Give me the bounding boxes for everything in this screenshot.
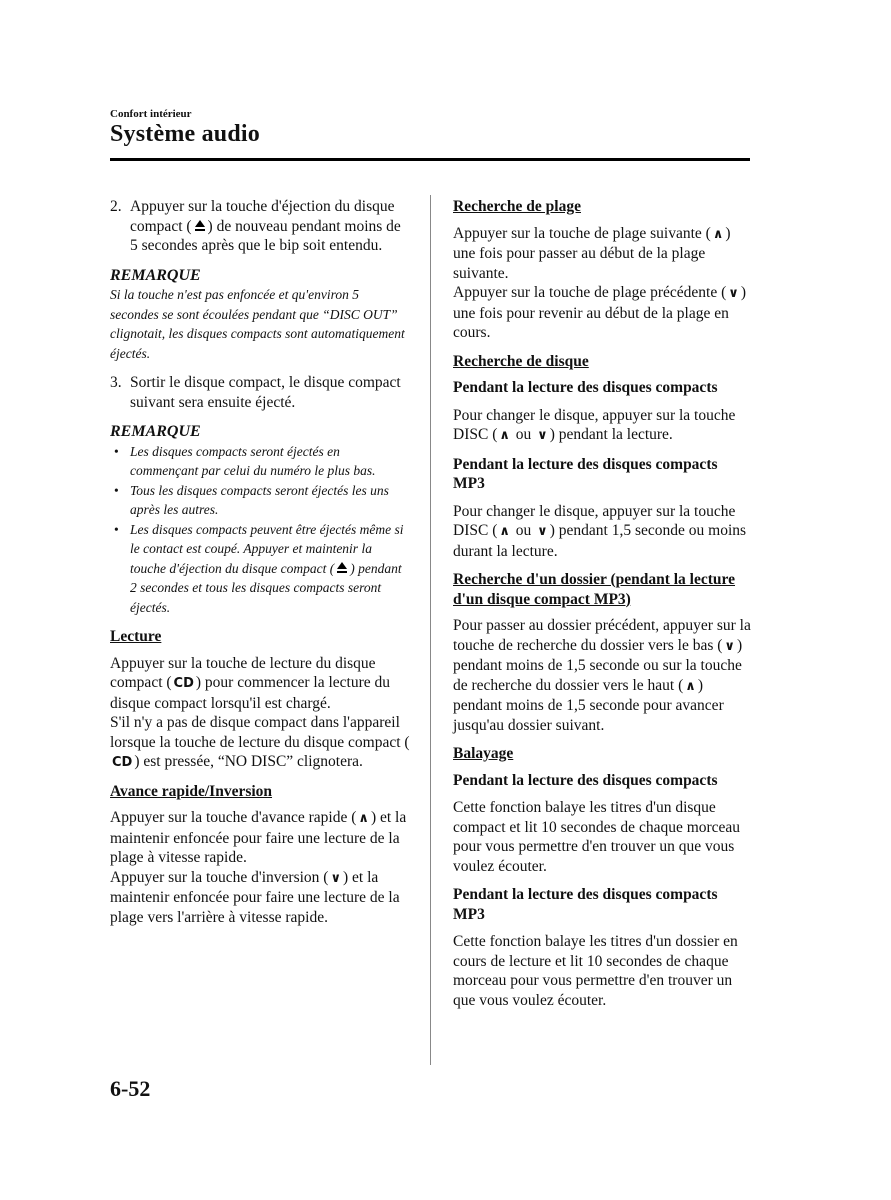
chevron-down-icon: ∨: [728, 286, 739, 301]
paragraph: Appuyer sur la touche de plage suivante ( ∧ ) une fois pour passer au début de la plage suivante.: [453, 224, 731, 282]
note-title: REMARQUE: [110, 423, 201, 440]
page-number: 6-52: [110, 1076, 151, 1101]
paragraph: Pour passer au dossier précédent, appuyer sur la touche de recherche du dossier vers le bas ( ∨ ) pendant moins de 1,5 seconde ou sur la touche de recherche du dossier vers le haut ( ∧ ) pendant moins de 1,5 seconde pour avancer jusqu'au dossier suivant.: [453, 617, 751, 734]
chevron-up-icon: ∧: [358, 811, 369, 826]
paragraph: Appuyer sur la touche de plage précédente ( ∨ ) une fois pour revenir au début de la plage en cours.: [453, 284, 747, 341]
note-item-text: ) pendant 2 secondes et tous les disques compacts seront éjectés.: [130, 560, 402, 615]
section-heading-lecture: Lecture: [110, 628, 162, 645]
section-heading-balayage: Balayage: [453, 745, 514, 762]
paragraph: Appuyer sur la touche d'inversion ( ∨ ) et la maintenir enfoncée pour faire une lecture de la plage vers l'arrière à vitesse rapide.: [110, 868, 400, 926]
paragraph: S'il n'y a pas de disque compact dans l'appareil lorsque la touche de lecture du disque compact (CD ) est pressée, “NO DISC” clignotera.: [110, 713, 410, 773]
chevron-down-icon: ∨: [724, 638, 735, 654]
paragraph: Pour changer le disque, appuyer sur la touche DISC ( ∧ ou ∨ ) pendant 1,5 seconde ou moins durant la lecture.: [453, 502, 747, 560]
list-item: [110, 481, 410, 520]
note-text: Si la touche n'est pas enfoncée et qu'environ 5 secondes se sont écoulées pendant que “DISC OUT” clignotait, les disques compacts sont automatiquement éjectés.: [110, 287, 405, 361]
eject-icon: [194, 220, 206, 232]
subheading: Pendant la lecture des disques compacts MP3: [453, 455, 718, 492]
section-heading-plage: Recherche de plage: [453, 198, 581, 215]
cd-icon: CD: [112, 755, 133, 770]
bullet: •: [114, 521, 119, 537]
paragraph: Pour changer le disque, appuyer sur la touche DISC ( ∧ ou ∨ ) pendant la lecture.: [453, 406, 753, 446]
subheading: Pendant la lecture des disques compacts: [453, 771, 718, 789]
subheading: Pendant la lecture des disques compacts MP3: [453, 886, 718, 923]
bullet: •: [114, 443, 119, 459]
step-2: [110, 197, 410, 256]
note-item-text: Les disques compacts seront éjectés en commençant par celui du numéro le plus bas.: [130, 443, 376, 478]
step-3: [110, 373, 410, 412]
note-list: [110, 442, 410, 618]
step-text: ) de nouveau pendant moins de 5 secondes après que le bip soit entendu.: [130, 217, 401, 254]
step-number: 3.: [110, 374, 122, 391]
page-title: Système audio: [110, 121, 260, 147]
chevron-down-icon: ∨: [537, 524, 548, 539]
chevron-down-icon: ∨: [330, 870, 342, 886]
section-heading-disque: Recherche de disque: [453, 352, 589, 370]
list-item: [110, 520, 410, 618]
chevron-up-icon: ∧: [499, 524, 510, 539]
chevron-up-icon: ∧: [712, 226, 724, 242]
paragraph: Cette fonction balaye les titres d'un disque compact et lit 10 secondes de chaque morceau pour vous permettre d'en trouver un que vous voulez écouter.: [453, 799, 741, 875]
step-text: Sortir le disque compact, le disque compact suivant sera ensuite éjecté.: [130, 374, 401, 411]
step-text: Appuyer sur la touche d'éjection du disque compact (: [130, 198, 395, 235]
step-number: 2.: [110, 198, 122, 215]
note-item-text: Tous les disques compacts seront éjectés les uns après les autres.: [130, 482, 389, 517]
paragraph: Cette fonction balaye les titres d'un dossier en cours de lecture et lit 10 secondes de chaque morceau pour vous permettre d'en trouver un que vous voulez écouter.: [453, 933, 738, 1009]
subheading: Pendant la lecture des disques compacts: [453, 379, 718, 396]
chevron-down-icon: ∨: [537, 428, 548, 443]
chevron-up-icon: ∧: [685, 678, 696, 694]
list-item: [110, 442, 410, 481]
chevron-up-icon: ∧: [499, 428, 510, 443]
section-heading-avance: Avance rapide/Inversion: [110, 782, 273, 800]
eject-icon: [336, 562, 348, 574]
paragraph: Appuyer sur la touche d'avance rapide ( ∧ ) et la maintenir enfoncée pour faire une lecture de la plage à vitesse rapide.: [110, 809, 407, 866]
note-item-text: Les disques compacts peuvent être éjectés même si le contact est coupé. Appuyer et maintenir la touche d'éjection du disque compact (: [130, 521, 404, 576]
section-label: Confort intérieur: [110, 108, 192, 120]
bullet: •: [114, 482, 119, 498]
header-rule: [110, 158, 750, 161]
paragraph: Appuyer sur la touche de lecture du disque compact ( CD ) pour commencer la lecture du disque compact lorsqu'il est chargé.: [110, 654, 390, 712]
column-divider: [430, 195, 431, 1065]
right-column: [453, 197, 753, 1019]
note-title: REMARQUE: [110, 266, 201, 284]
left-column: [110, 197, 410, 936]
section-heading-dossier: Recherche d'un dossier (pendant la lecture d'un disque compact MP3): [453, 571, 736, 608]
cd-icon: CD: [173, 676, 194, 691]
